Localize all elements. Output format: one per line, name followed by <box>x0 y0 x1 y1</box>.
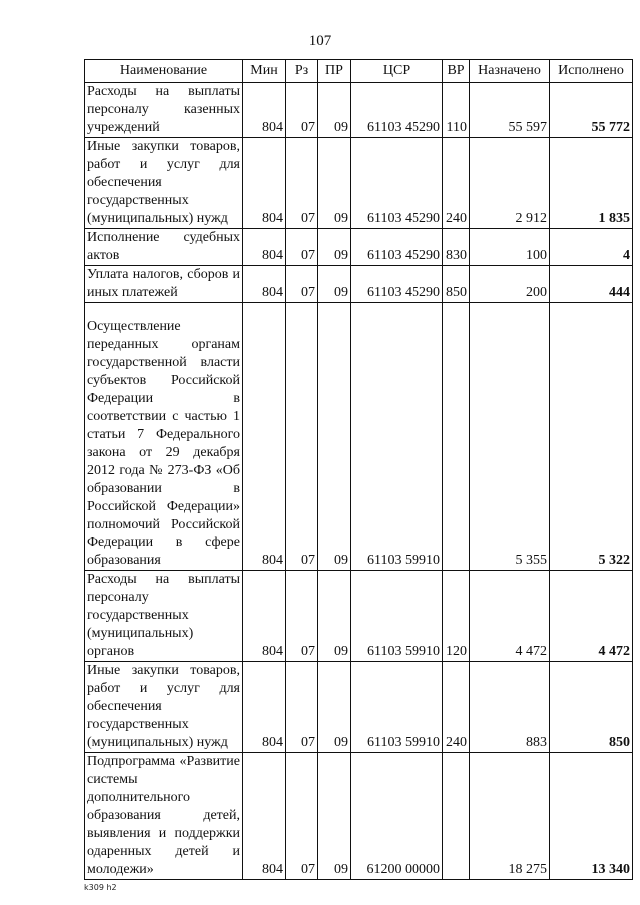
row-pr: 09 <box>318 303 351 571</box>
table-row <box>85 138 633 229</box>
col-header-min: Мин <box>243 60 286 83</box>
row-rz: 07 <box>286 138 318 229</box>
row-vr: 120 <box>443 571 470 662</box>
row-min: 804 <box>243 229 286 266</box>
row-name: Исполнение судебных актов <box>85 229 243 266</box>
table-row <box>85 571 633 662</box>
row-assigned: 55 597 <box>470 83 550 138</box>
row-executed: 1 835 <box>550 138 633 229</box>
row-assigned: 883 <box>470 662 550 753</box>
row-name: Расходы на выплаты персоналу казенных учреждений <box>85 83 243 138</box>
row-assigned: 2 912 <box>470 138 550 229</box>
row-rz: 07 <box>286 266 318 303</box>
row-vr: 850 <box>443 266 470 303</box>
row-executed: 444 <box>550 266 633 303</box>
table-row <box>85 83 633 138</box>
row-vr <box>443 303 470 571</box>
row-executed: 55 772 <box>550 83 633 138</box>
row-min: 804 <box>243 571 286 662</box>
row-min: 804 <box>243 83 286 138</box>
row-csr: 61103 59910 <box>351 303 443 571</box>
table-row <box>85 303 633 571</box>
row-executed: 5 322 <box>550 303 633 571</box>
col-header-assigned: Назначено <box>470 60 550 83</box>
row-pr: 09 <box>318 138 351 229</box>
row-min: 804 <box>243 266 286 303</box>
row-rz: 07 <box>286 753 318 880</box>
row-name: Расходы на выплаты персоналу государственных (муниципальных) органов <box>85 571 243 662</box>
row-rz: 07 <box>286 571 318 662</box>
row-csr: 61200 00000 <box>351 753 443 880</box>
row-vr <box>443 753 470 880</box>
row-name: Осуществление переданных органам государственной власти субъектов Российской Федерации в соответствии с частью 1 статьи 7 Федерального закона от 29 декабря 2012 года № 273-ФЗ «Об образовании в Российской Федерации» полномочий Российской Федерации в сфере образования <box>85 303 243 571</box>
row-vr: 830 <box>443 229 470 266</box>
row-assigned: 4 472 <box>470 571 550 662</box>
col-header-pr: ПР <box>318 60 351 83</box>
row-vr: 240 <box>443 138 470 229</box>
row-vr: 240 <box>443 662 470 753</box>
row-pr: 09 <box>318 662 351 753</box>
col-header-vr: ВР <box>443 60 470 83</box>
col-header-name: Наименование <box>85 60 243 83</box>
row-name: Иные закупки товаров, работ и услуг для обеспечения государственных (муниципальных) нужд <box>85 662 243 753</box>
row-pr: 09 <box>318 571 351 662</box>
row-vr: 110 <box>443 83 470 138</box>
row-csr: 61103 45290 <box>351 138 443 229</box>
row-assigned: 200 <box>470 266 550 303</box>
row-csr: 61103 45290 <box>351 266 443 303</box>
row-min: 804 <box>243 138 286 229</box>
row-executed: 13 340 <box>550 753 633 880</box>
row-executed: 850 <box>550 662 633 753</box>
row-csr: 61103 59910 <box>351 662 443 753</box>
row-csr: 61103 45290 <box>351 83 443 138</box>
row-min: 804 <box>243 753 286 880</box>
row-executed: 4 472 <box>550 571 633 662</box>
row-pr: 09 <box>318 83 351 138</box>
col-header-csr: ЦСР <box>351 60 443 83</box>
footer-code: k309 h2 <box>84 883 117 892</box>
row-rz: 07 <box>286 229 318 266</box>
table-row <box>85 266 633 303</box>
page-number: 107 <box>308 33 332 49</box>
row-csr: 61103 59910 <box>351 571 443 662</box>
row-name: Иные закупки товаров, работ и услуг для обеспечения государственных (муниципальных) нужд <box>85 138 243 229</box>
row-assigned: 18 275 <box>470 753 550 880</box>
row-rz: 07 <box>286 303 318 571</box>
row-rz: 07 <box>286 83 318 138</box>
table-row <box>85 662 633 753</box>
row-assigned: 100 <box>470 229 550 266</box>
row-csr: 61103 45290 <box>351 229 443 266</box>
row-name: Подпрограмма «Развитие системы дополнительного образования детей, выявления и поддержки одаренных детей и молодежи» <box>85 753 243 880</box>
row-name: Уплата налогов, сборов и иных платежей <box>85 266 243 303</box>
row-min: 804 <box>243 662 286 753</box>
row-min: 804 <box>243 303 286 571</box>
row-pr: 09 <box>318 229 351 266</box>
table-row <box>85 753 633 880</box>
row-pr: 09 <box>318 266 351 303</box>
col-header-rz: Рз <box>286 60 318 83</box>
col-header-executed: Исполнено <box>550 60 633 83</box>
row-assigned: 5 355 <box>470 303 550 571</box>
table-row <box>85 229 633 266</box>
table-header-row <box>85 60 633 83</box>
row-rz: 07 <box>286 662 318 753</box>
budget-table <box>84 59 633 880</box>
row-executed: 4 <box>550 229 633 266</box>
row-pr: 09 <box>318 753 351 880</box>
